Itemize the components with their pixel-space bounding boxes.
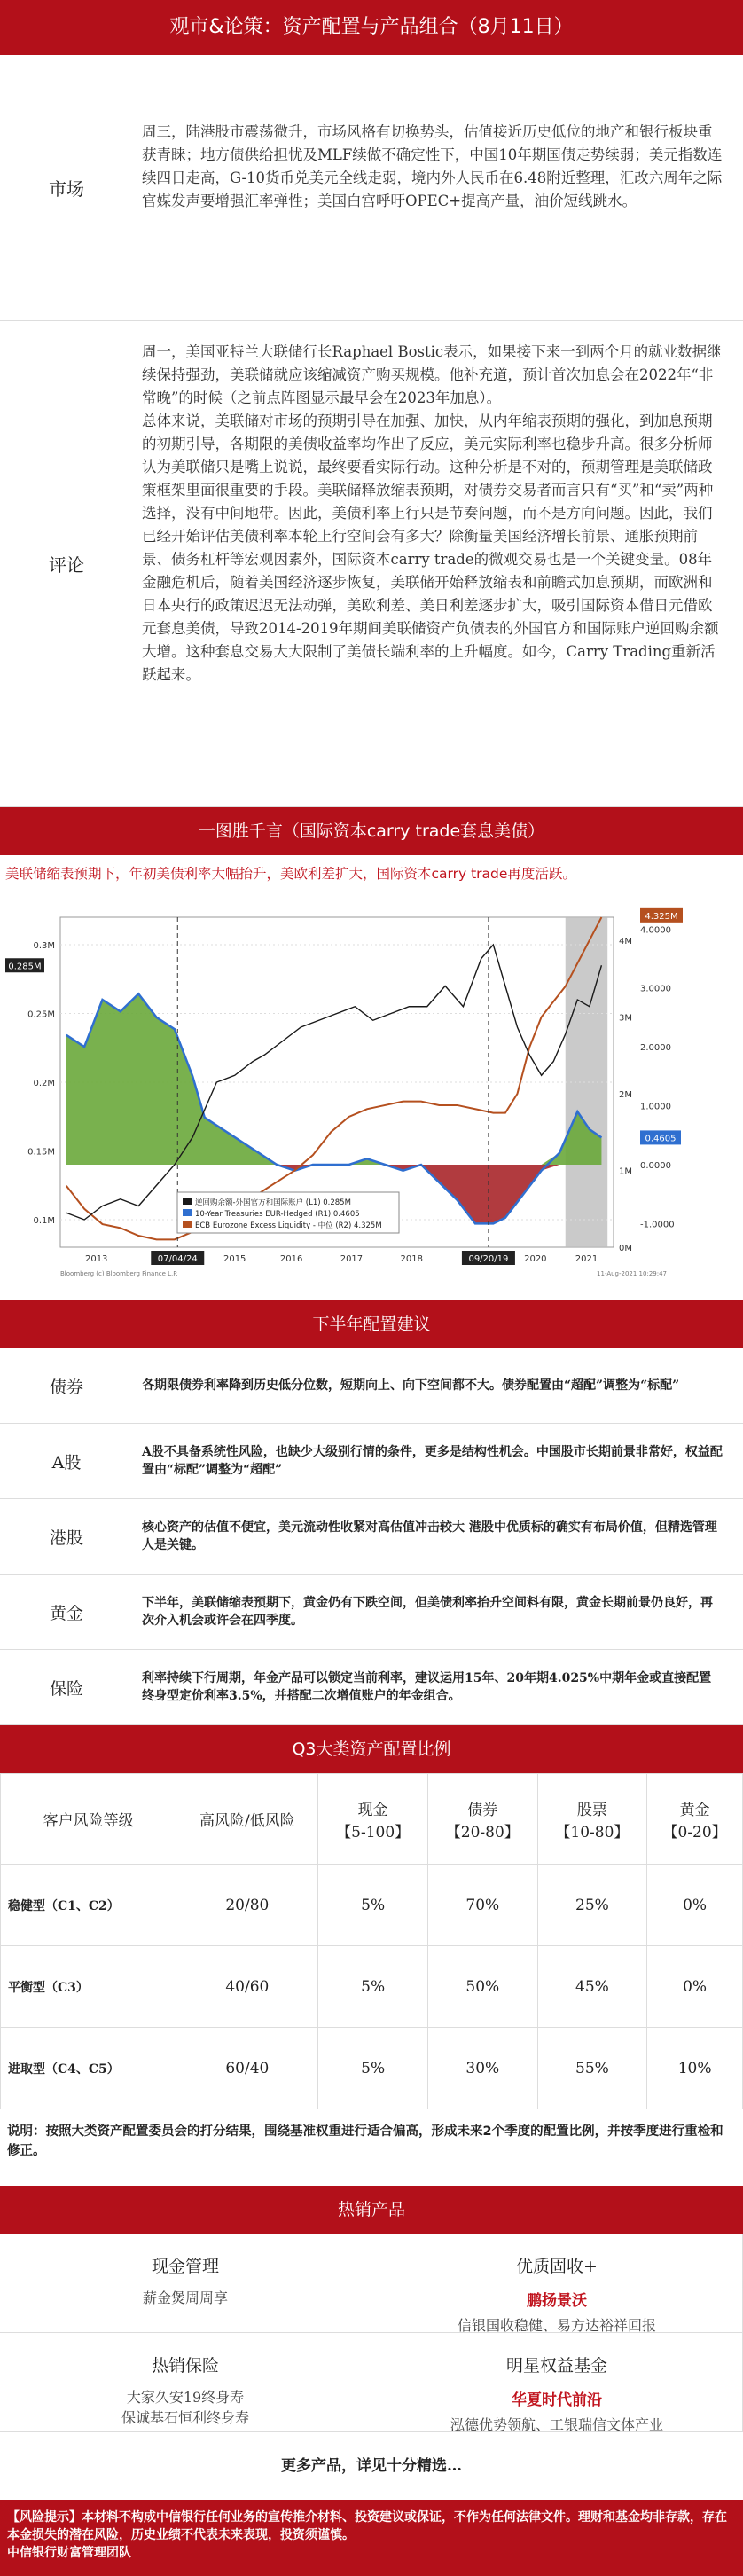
table-cell: 平衡型（C3） <box>1 1946 176 2028</box>
table-cell: 进取型（C4、C5） <box>1 2028 176 2109</box>
product-cell-insurance[interactable] <box>0 2333 372 2432</box>
y-right1-tick-label: 1.0000 <box>640 1102 671 1112</box>
right2-value-label: 4.325M <box>645 911 678 922</box>
allocation-row <box>0 1499 743 1575</box>
table-header: 客户风险等级 <box>1 1774 176 1865</box>
chart-area <box>0 892 743 1300</box>
allocation-text: 核心资产的估值不便宜，美元流动性收紧对高估值冲击较大 港股中优质标的确实有布局价值，但精选管理人是关键。 <box>142 1520 717 1552</box>
q3-allocation-table <box>0 1773 743 2109</box>
table-header: 现金 【5-100】 <box>318 1774 428 1865</box>
y-left-tick-label: 0.25M <box>27 1009 55 1020</box>
y-right1-tick-label: 2.0000 <box>640 1043 671 1054</box>
chart-section-title: 一图胜千言（国际资本carry trade套息美债） <box>0 807 743 855</box>
table-cell: 50% <box>427 1946 537 2028</box>
allocation-label: A股 <box>51 1452 82 1473</box>
team-name: 中信银行财富管理团队 <box>7 2546 131 2560</box>
x-tick-label: 2016 <box>279 1254 303 1264</box>
y-left-tick-label: 0.2M <box>33 1079 55 1088</box>
table-cell: 25% <box>537 1865 647 1946</box>
table-cell: 20/80 <box>176 1865 318 1946</box>
legend-entry: ECB Eurozone Excess Liquidity - 中位 (R2) 4.325M <box>195 1221 382 1230</box>
y-left-tick-label: 0.1M <box>33 1216 55 1226</box>
product-sub: 薪金煲周周享 <box>142 2289 228 2306</box>
y-right1-tick-label: -1.0000 <box>640 1220 675 1230</box>
table-cell: 10% <box>647 2028 743 2109</box>
product-grid <box>0 2234 743 2432</box>
legend-swatch <box>183 1198 192 1205</box>
carry-trade-chart <box>0 892 743 1300</box>
x-tick-label: 2020 <box>524 1254 547 1264</box>
table-cell: 55% <box>537 2028 647 2109</box>
product-sub: 大家久安19终身寿 保诚基石恒利终身寿 <box>121 2389 249 2426</box>
page-title: 观市&论策：资产配置与产品组合（8月11日） <box>0 0 743 55</box>
footnote-right: 11-Aug-2021 10:29:47 <box>597 1270 667 1277</box>
table-header: 债券 【20-80】 <box>427 1774 537 1865</box>
comment-paragraph-2: 总体来说，美联储对市场的预期引导在加强、加快，从内年缩表预期的强化，到加息预期的初期引导，各期限的美债收益率均作出了反应，美元实际利率也稳步升高。很多分析师认为美联储只是嘴上说说，最终要看实际行动。这种分析是不对的，预期管理是美联储政策框架里面很重要的手段。美联储释放缩表预期，对债券交易者而言只有“买”和“卖”两种选择，没有中间地带。因此，美债利率上行只是节奏问题，而不是方向问题。因此，我们已经开始评估美债利率本轮上行空间会有多大？除衡量美国经济增长前景、通胀预期前景、债务杠杆等宏观因素外，国际资本carry trade的微观交易也是一个关键变量。08年金融危机后，随着美国经济逐步恢复，美联储开始释放缩表和前瞻式加息预期，而欧洲和日本央行的政策迟迟无法动弹，美欧利差、美日利差逐步扩大，吸引国际资本借日元借欧元套息美债，导致2014-2019年期间美联储资产负债表的外国官方和国际账户逆回购余额大增。这种套息交易大大限制了美债长端利率的上升幅度。如今，Carry Trading重新活跃起来。 <box>142 412 719 683</box>
q3-note: 说明：按照大类资产配置委员会的打分结果，围绕基准权重进行适合偏高，形成未来2个季度的配置比例，并按季度进行重检和修正。 <box>7 2124 723 2158</box>
table-cell: 5% <box>318 2028 428 2109</box>
market-label: 市场 <box>49 178 84 200</box>
right1-value-label: 0.4605 <box>645 1134 677 1144</box>
table-row <box>1 2028 743 2109</box>
x-tick-label: 09/20/19 <box>468 1254 509 1264</box>
legend-swatch <box>183 1221 192 1228</box>
allocation-text: 各期限债券利率降到历史低分位数，短期向上、向下空间都不大。债券配置由“超配”调整为“标配” <box>142 1378 680 1393</box>
table-row <box>1 1865 743 1946</box>
x-tick-label: 07/04/24 <box>157 1254 198 1264</box>
table-cell: 30% <box>427 2028 537 2109</box>
allocation-label: 黄金 <box>49 1603 83 1623</box>
q3-section-title: Q3大类资产配置比例 <box>0 1725 743 1773</box>
table-header: 黄金 【0-20】 <box>647 1774 743 1865</box>
product-sub: 泓德优势领航、工银瑞信文体产业 <box>450 2416 663 2433</box>
y-right1-tick-label: 0.0000 <box>640 1161 671 1171</box>
allocation-text: A股不具备系统性风险，也缺少大级别行情的条件，更多是结构性机会。中国股市长期前景非常好，权益配置由“标配”调整为“超配” <box>142 1445 723 1477</box>
chart-subtitle: 美联储缩表预期下，年初美债利率大幅抬升，美欧利差扩大，国际资本carry trade再度活跃。 <box>5 866 576 882</box>
legend-entry: 逆回购余额-外国官方和国际账户 (L1) 0.285M <box>195 1198 351 1207</box>
table-header: 股票 【10-80】 <box>537 1774 647 1865</box>
risk-warning: 【风险提示】本材料不构成中信银行任何业务的宣传推介材料、投资建议或保证，不作为任何法律文件。理财和基金均非存款，存在本金损失的潜在风险，历史业绩不代表未来表现，投资须谨慎。 <box>7 2510 727 2542</box>
more-products-link[interactable]: 更多产品，详见十分精选… <box>281 2457 462 2475</box>
allocation-text: 利率持续下行周期，年金产品可以锁定当前利率，建议运用15年、20年期4.025%中期年金或直接配置终身型定价利率3.5%，并搭配二次增值账户的年金组合。 <box>142 1671 712 1703</box>
table-cell: 稳健型（C1、C2） <box>1 1865 176 1946</box>
y-left-tick-label: 0.15M <box>27 1147 55 1158</box>
table-row <box>1 1946 743 2028</box>
allocation-row <box>0 1650 743 1725</box>
allocation-row <box>0 1348 743 1424</box>
risk-footer <box>0 2500 743 2576</box>
allocation-label: 保险 <box>49 1678 83 1699</box>
legend-swatch <box>183 1209 192 1216</box>
product-highlight: 鹏扬景沃 <box>527 2292 587 2310</box>
allocation-section-title: 下半年配置建议 <box>0 1300 743 1348</box>
table-cell: 5% <box>318 1946 428 2028</box>
footnote-left: Bloomberg (c) Bloomberg Finance L.P. <box>60 1270 178 1277</box>
x-tick-label: 2018 <box>400 1254 423 1264</box>
market-text: 周三，陆港股市震荡微升，市场风格有切换势头，估值接近历史低位的地产和银行板块重获青睐；地方债供给担忧及MLF续做不确定性下，中国10年期国债走势续弱；美元指数连续四日走高，G-10货币兑美元全线走弱，境内外人民币在6.48附近整理，汇改六周年之际官媒发声要增强汇率弹性；美国白宫呼吁OPEC+提高产量，油价短线跳水。 <box>142 123 723 209</box>
product-heading: 优质固收+ <box>516 2257 598 2276</box>
y-right2-tick-label: 4M <box>619 936 632 946</box>
allocation-list <box>0 1348 743 1725</box>
product-heading: 热销保险 <box>151 2356 219 2376</box>
y-right1-tick-label: 3.0000 <box>640 984 671 994</box>
table-cell: 70% <box>427 1865 537 1946</box>
comment-label: 评论 <box>49 554 84 576</box>
product-heading: 现金管理 <box>151 2257 219 2276</box>
y-right2-tick-label: 2M <box>619 1089 632 1100</box>
x-tick-label: 2013 <box>84 1254 108 1264</box>
comment-text <box>133 321 743 806</box>
product-cell-equity-fund[interactable] <box>372 2333 743 2432</box>
x-tick-label: 2017 <box>340 1254 364 1264</box>
allocation-text: 下半年，美联储缩表预期下，黄金仍有下跌空间，但美债利率抬升空间料有限，黄金长期前景仍良好，再次介入机会或许会在四季度。 <box>142 1596 713 1628</box>
products-section-title: 热销产品 <box>0 2186 743 2234</box>
table-cell: 5% <box>318 1865 428 1946</box>
table-cell: 60/40 <box>176 2028 318 2109</box>
product-cell-fixed-income[interactable] <box>372 2234 743 2333</box>
y-right2-tick-label: 3M <box>619 1013 632 1024</box>
left-value-label: 0.285M <box>8 962 42 972</box>
allocation-label: 港股 <box>49 1528 83 1548</box>
table-header: 高风险/低风险 <box>176 1774 318 1865</box>
allocation-row <box>0 1575 743 1650</box>
y-right2-tick-label: 0M <box>619 1244 632 1253</box>
y-left-tick-label: 0.3M <box>33 941 55 951</box>
product-heading: 明星权益基金 <box>505 2356 607 2376</box>
table-cell: 0% <box>647 1946 743 2028</box>
allocation-label: 债券 <box>49 1377 83 1397</box>
table-cell: 0% <box>647 1865 743 1946</box>
product-sub: 信银国收稳健、易方达裕祥回报 <box>457 2317 656 2334</box>
comment-paragraph-1: 周一，美国亚特兰大联储行长Raphael Bostic表示，如果接下来一到两个月的就业数据继续保持强劲，美联储就应该缩减资产购买规模。他补充道，预计首次加息会在2022年“非常晚”的时候（之前点阵图显示最早会在2023年加息）。 <box>142 343 722 406</box>
x-tick-label: 2021 <box>575 1254 598 1264</box>
y-right1-tick-label: 4.0000 <box>640 925 671 936</box>
market-section <box>0 55 743 321</box>
table-cell: 40/60 <box>176 1946 318 2028</box>
comment-section <box>0 321 743 807</box>
y-right2-tick-label: 1M <box>619 1166 632 1177</box>
legend-entry: 10-Year Treasuries EUR-Hedged (R1) 0.4605 <box>195 1210 360 1219</box>
product-cell-cash[interactable] <box>0 2234 372 2333</box>
table-header-row <box>1 1774 743 1865</box>
allocation-row <box>0 1424 743 1499</box>
table-cell: 45% <box>537 1946 647 2028</box>
product-highlight: 华夏时代前沿 <box>512 2391 602 2409</box>
x-tick-label: 2015 <box>223 1254 246 1264</box>
